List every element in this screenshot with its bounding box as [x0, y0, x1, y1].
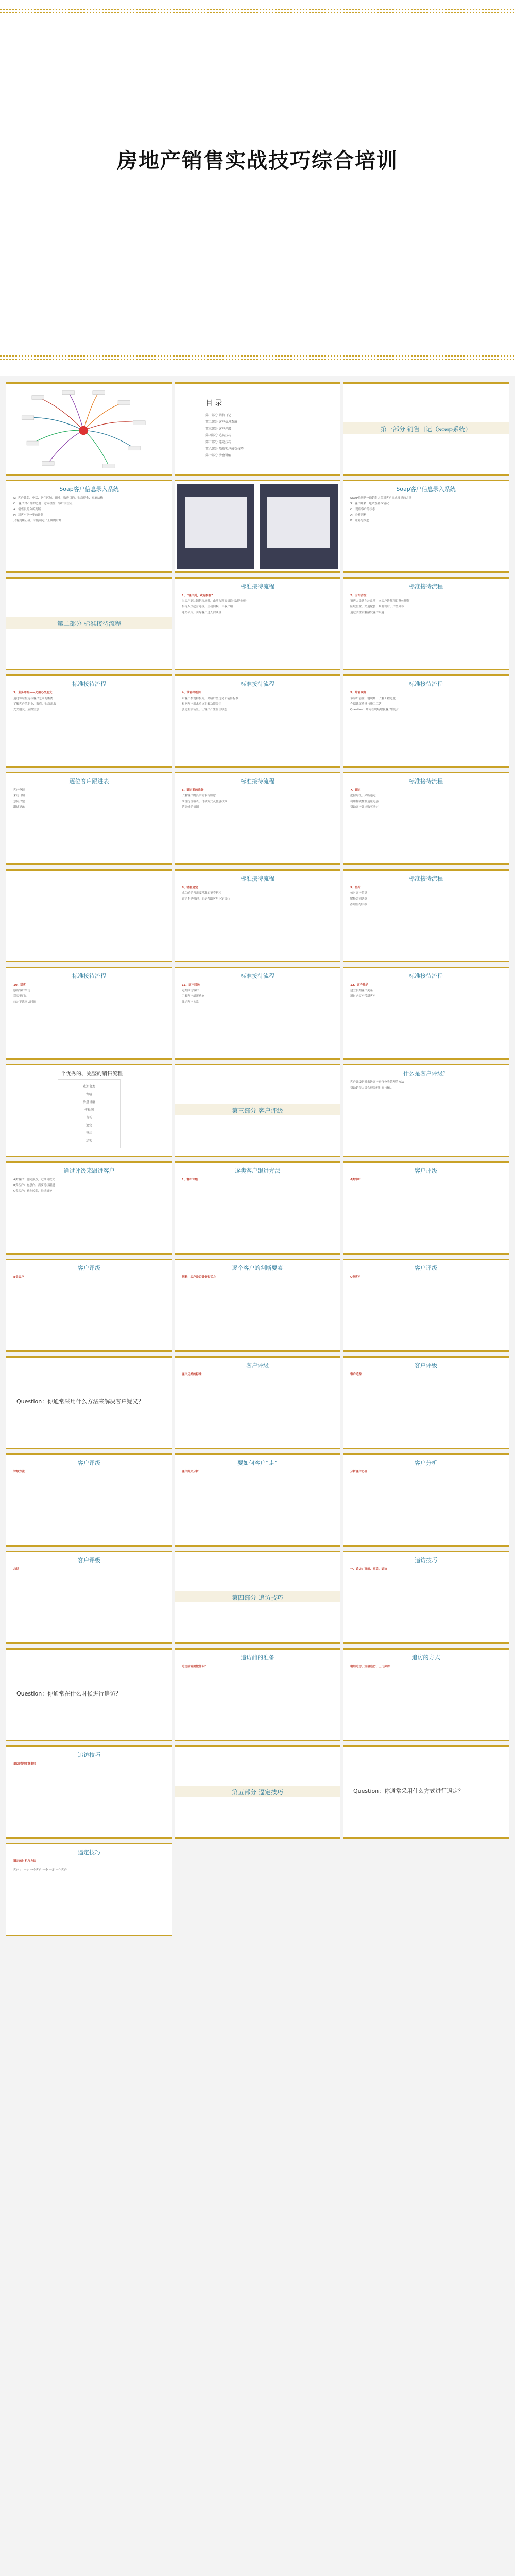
slide-top-rule	[6, 577, 172, 579]
slide-title: 追访技巧	[78, 1752, 100, 1758]
slide-rate10	[6, 1453, 172, 1547]
slide-rate8	[175, 1356, 340, 1449]
flow-step: 寒暄	[85, 1093, 92, 1096]
slide-heading: 1、“客户到，欢迎参观”	[182, 594, 213, 597]
mindmap-node	[32, 396, 44, 400]
slide-rate6	[175, 1259, 340, 1352]
slide-heading: 8、销售逼定	[182, 886, 198, 889]
slide-title: 标准接待流程	[409, 875, 443, 882]
slide-rate3	[175, 1161, 340, 1255]
toc-item: 第六部分 隔断客户成交技巧	[205, 447, 244, 451]
slide-heading: 5、带看现场	[350, 691, 367, 694]
slide-q2	[6, 1648, 172, 1741]
slide-card	[6, 1064, 172, 1157]
slide-line: 通过老客户带新客户	[350, 995, 376, 998]
slide-title: 客户评级	[415, 1362, 437, 1369]
toc-item: 第一部分 销售日记	[205, 414, 231, 417]
slide-heading: B类客户	[13, 1276, 24, 1279]
slide-top-rule	[343, 1551, 509, 1552]
flow-step: 现场	[85, 1116, 92, 1120]
slide-top-rule	[6, 1453, 172, 1455]
slide-rate5	[6, 1259, 172, 1352]
slide-line: S：客户姓名、电话及基本情况	[350, 502, 389, 505]
mindmap-branch	[83, 422, 139, 431]
slide-title: 客户评级	[78, 1460, 100, 1466]
slide-heading: 总结	[13, 1568, 20, 1571]
slide-title: 什么是客户评级？	[403, 1070, 449, 1077]
slide-top-rule	[343, 480, 509, 481]
slide-body	[182, 788, 333, 811]
slide-heading: 一、追访：事前、事后、追访	[350, 1568, 387, 1571]
slide-line: 销售人员站在沙盘前，向客户讲解项目整体规划	[350, 600, 410, 603]
mindmap-branch	[38, 398, 84, 431]
slide-line: O：观察客户的状态	[350, 508, 375, 511]
slide-top-rule	[175, 1551, 340, 1552]
slide-line: 区域位置、交通配套、景观设计、户型分布	[350, 605, 404, 608]
mindmap-node	[103, 464, 115, 468]
slide-heading: 客户流失分析	[182, 1470, 199, 1473]
slide-body	[350, 1665, 502, 1670]
top-border	[0, 9, 515, 10]
slide-top-rule	[343, 869, 509, 871]
slide-heading: 客户分类的标准	[182, 1373, 202, 1376]
slide-heading: 逼定的时机与方法	[13, 1860, 37, 1863]
slide-line: 接待人员起身迎接，主动问候，自我介绍	[182, 605, 233, 608]
toc-item: 第七部分 沙盘讲解	[205, 454, 231, 457]
slide-body	[13, 1567, 165, 1573]
slide-body	[13, 1275, 165, 1281]
slide-photos	[175, 480, 340, 573]
mindmap-node	[42, 461, 55, 465]
mindmap-node	[22, 416, 34, 420]
slide-body	[350, 983, 502, 1000]
slide-heading: 客户追踪	[350, 1373, 362, 1376]
toc-item: 第五部分 逼定技巧	[205, 440, 231, 444]
mindmap-node	[118, 400, 130, 404]
slide-line: 约定下次回访时间	[13, 1001, 37, 1004]
slide-flow3	[6, 674, 172, 768]
slide-body	[13, 496, 165, 524]
slide-top-rule	[175, 1161, 340, 1163]
slide-body	[350, 1567, 502, 1573]
slide-title: 追访的方式	[411, 1654, 440, 1661]
slide-body	[13, 1470, 165, 1476]
slide-body	[350, 886, 502, 908]
slide-top-rule	[6, 1259, 172, 1260]
slide-line: 跟进记录	[13, 806, 25, 809]
section-title: 第一部分 销售日记（soap系统）	[380, 426, 472, 433]
projector-screen	[267, 497, 330, 548]
slide-body	[13, 1762, 165, 1768]
slide-heading: 2、介绍沙盘	[350, 594, 367, 597]
slide-line: 核对客户信息	[350, 892, 368, 895]
slide-line: 建立长期客户关系	[350, 989, 373, 992]
slide-part5	[175, 1745, 340, 1839]
slide-rate9	[343, 1356, 509, 1449]
slide-heading: 1、客户评级	[182, 1178, 198, 1181]
slide-top-rule	[343, 772, 509, 773]
toc-item: 第四部分 追访技巧	[205, 434, 231, 437]
slide-flow5	[343, 674, 509, 768]
slide-top-rule	[175, 869, 340, 871]
mindmap-branch	[83, 430, 134, 448]
slide-q1	[6, 1356, 172, 1449]
section-title: 第五部分 逼定技巧	[232, 1789, 283, 1796]
slide-top-rule	[343, 1259, 509, 1260]
slide-top-rule	[175, 1453, 340, 1455]
slide-rate12	[343, 1453, 509, 1547]
slide-heading: 12、客户维护	[350, 984, 369, 987]
slide-top-rule	[6, 1648, 172, 1650]
slide-body	[350, 1275, 502, 1281]
slide-line: 先交朋友，后做生意	[13, 708, 39, 711]
slide-top-rule	[343, 1356, 509, 1358]
flow-step: 欢迎参观	[82, 1085, 95, 1089]
flow-card	[58, 1079, 121, 1148]
slide-top-rule	[175, 1356, 340, 1358]
slide-flow7	[175, 772, 340, 865]
slide-title: 标准接待流程	[409, 681, 443, 687]
slide-body	[13, 788, 165, 811]
slide-line: 只有判断正确，才能制定出正确的计划	[13, 519, 62, 522]
slide-body	[182, 1470, 333, 1476]
mindmap-node	[128, 446, 141, 450]
slide-top-rule	[6, 1356, 172, 1358]
slide-heading: 7、逼定	[350, 789, 361, 792]
slide-mindmap	[6, 382, 172, 476]
slide-line: 成功的销售需要精准的节奏把控	[182, 892, 222, 895]
slide-top-rule	[175, 382, 340, 384]
slide-line: 客户登记	[13, 789, 25, 792]
slide-top-rule	[6, 772, 172, 773]
slide-heading: 9、签约	[350, 886, 361, 889]
toc-block	[205, 398, 244, 459]
slide-line: 介绍建筑质量与施工工艺	[350, 703, 382, 706]
slide-line: 当客户到达销售现场时，由前台迎宾员说“欢迎参观”	[182, 600, 247, 603]
slide-toc	[175, 382, 340, 476]
slide-line: 了解客户的真实需求与顾虑	[182, 794, 216, 798]
slide-body	[350, 1178, 502, 1183]
slide-title: Soap客户信息录入系统	[59, 486, 119, 493]
toc-item: 第二部分 客户信息系统	[205, 420, 237, 424]
slide-final	[6, 1843, 172, 1936]
slide-rate11	[175, 1453, 340, 1547]
slide-top-rule	[343, 1161, 509, 1163]
slide-track3	[343, 1648, 509, 1741]
section-title: 第三部分 客户评级	[232, 1107, 283, 1114]
slide-line: 根据客户需求重点讲解功能分区	[182, 703, 222, 706]
training-photo	[177, 484, 254, 569]
slide-heading: 10、送客	[13, 984, 26, 987]
mindmap-node	[133, 421, 146, 425]
slide-body	[350, 1080, 502, 1092]
slide-heading: 分析客户心理	[350, 1470, 368, 1473]
slide-top-rule	[175, 1745, 340, 1747]
slide-title: 标准接待流程	[241, 583, 274, 590]
slide-line: Question：如何在现场增强客户信心？	[350, 708, 400, 711]
slide-soap1	[6, 480, 172, 573]
slide-line: 感谢客户来访	[13, 989, 31, 992]
slide-flow1	[175, 577, 340, 670]
slide-part2	[6, 577, 172, 670]
slide-top-rule	[175, 772, 340, 773]
slide-top-rule	[343, 382, 509, 384]
slide-title: 标准接待流程	[72, 973, 106, 979]
slide-top-rule	[6, 1745, 172, 1747]
slide-top-rule	[6, 1064, 172, 1065]
slide-top-rule	[175, 1648, 340, 1650]
slide-heading: 追访时的注意事项	[13, 1762, 37, 1766]
slide-title: 要如何客户“走”	[237, 1460, 278, 1466]
slide-line: 帮助销售人员合理分配时间与精力	[350, 1087, 393, 1090]
slide-title: 逼定技巧	[78, 1849, 100, 1856]
slide-title: 追访技巧	[415, 1557, 437, 1564]
slide-body	[182, 983, 333, 1006]
slide-line: 来访日期	[13, 794, 25, 798]
slide-top-rule	[343, 577, 509, 579]
slide-line: 递交名片，引导客户进入洽谈区	[182, 611, 222, 614]
top-border-2	[0, 12, 515, 13]
slide-top-rule	[6, 869, 172, 871]
slide-line: P：对客户下一步的计划	[13, 514, 44, 517]
slide-soap2	[343, 480, 509, 573]
slide-flow13	[343, 967, 509, 1060]
slide-line: A类客户：意向强烈，近期可成交	[13, 1178, 55, 1181]
projector-screen	[185, 497, 247, 548]
flow-step: 沙盘讲解	[82, 1100, 95, 1104]
slide-line: C类客户：意向较弱，长期维护	[13, 1190, 53, 1193]
slide-flow9	[175, 869, 340, 962]
slide-heading: 电话追访、短信追访、上门拜访	[350, 1665, 390, 1668]
slide-line: 利用稀缺性制造紧迫感	[350, 800, 379, 803]
slide-top-rule	[343, 674, 509, 676]
slide-title: 标准接待流程	[241, 875, 274, 882]
slide-line: 帮助客户做出购买决定	[350, 806, 379, 809]
slide-body	[182, 1372, 333, 1378]
flow-step: 样板间	[84, 1108, 94, 1112]
slide-title: 客户评级	[246, 1362, 269, 1369]
slide-top-rule	[175, 674, 340, 676]
slide-body	[350, 1372, 502, 1378]
question-text: Question：你通常采用什么方式进行逼定？	[353, 1788, 464, 1794]
slide-top-rule	[6, 1551, 172, 1552]
slide-body	[350, 1470, 502, 1476]
slide-body	[350, 691, 502, 714]
slide-line: 通过沙盘讲解激发客户兴趣	[350, 611, 385, 614]
mindmap-branch	[83, 402, 124, 430]
toc-item: 第三部分 客户评级	[205, 427, 231, 431]
slide-line: 维护客户关系	[182, 1001, 199, 1004]
slide-title: 逐个客户的判断要素	[232, 1265, 283, 1272]
slide-body	[13, 1178, 165, 1195]
slide-body	[13, 983, 165, 1006]
slide-part4	[175, 1551, 340, 1644]
mindmap-branch	[83, 430, 109, 466]
mindmap-center	[79, 426, 88, 435]
flow-step: 逼定	[85, 1124, 92, 1127]
slide-top-rule	[343, 967, 509, 968]
slide-title: 标准接待流程	[72, 681, 106, 687]
slide-heading: 追访前需要做什么？	[182, 1665, 208, 1668]
slide-heading: 6、逼定前的准备	[182, 789, 204, 792]
slide-line: 准备好价格表、付款方式及优惠政策	[182, 800, 228, 803]
slide-rate13	[6, 1551, 172, 1644]
slide-body	[13, 1859, 165, 1874]
slide-top-rule	[343, 1745, 509, 1747]
slide-track1	[343, 1551, 509, 1644]
mindmap-branch	[28, 418, 83, 431]
slide-top-rule	[6, 1161, 172, 1163]
cover-title: 房地产销售实战技巧综合培训	[117, 149, 398, 173]
slide-top-rule	[6, 480, 172, 481]
slide-title: 客户评级	[78, 1265, 100, 1272]
slide-flow8	[343, 772, 509, 865]
slide-line: A：分析判断	[350, 514, 367, 517]
slide-line: 把握时机，果断逼定	[350, 794, 376, 798]
slide-title: 逐位客户跟进表	[69, 778, 109, 785]
cover-page	[0, 0, 515, 376]
slide-title: 逐类客户跟进方法	[235, 1167, 280, 1174]
toc-title: 目 录	[205, 399, 222, 408]
slide-line: B类客户：有意向，需要持续跟进	[13, 1184, 55, 1187]
slide-top-rule	[343, 1648, 509, 1650]
slide-line: SOAP系统是一线销售人员对客户需求推导的方法	[350, 497, 412, 500]
slide-body	[182, 1275, 333, 1281]
slide-heading: 11、客户回访	[182, 984, 200, 987]
slide-track4	[6, 1745, 172, 1839]
section-title: 第四部分 追访技巧	[232, 1594, 283, 1601]
slide-top-rule	[343, 1453, 509, 1455]
slide-flow6	[6, 772, 172, 865]
slide-title: 标准接待流程	[409, 973, 443, 979]
slide-body	[350, 788, 502, 811]
slide-line: O：客户对产品的态度、意向楼盘、客户关注点	[13, 502, 73, 505]
slide-line: 客户评级是对来访客户进行分类管理的方法	[350, 1081, 404, 1084]
slide-title: 追访前的准备	[241, 1654, 274, 1661]
slide-line: 送客至门口	[13, 995, 28, 998]
slide-flow4	[175, 674, 340, 768]
slide-line: 带客户参观样板间，介绍户型优势和装修标准	[182, 697, 239, 700]
slide-line: 通过寒暄拉近与客户之间的距离	[13, 697, 54, 700]
slide-rate1	[343, 1064, 509, 1157]
slide-top-rule	[343, 1064, 509, 1065]
slide-title: Soap客户信息录入系统	[396, 486, 456, 493]
slide-title: 标准接待流程	[241, 778, 274, 785]
mindmap-diagram	[6, 382, 172, 474]
slide-title: 客户评级	[78, 1557, 100, 1564]
slide-line: 办理签约手续	[350, 903, 368, 906]
slide-body	[350, 594, 502, 616]
slide-top-rule	[6, 1843, 172, 1844]
slide-heading: 评级方法	[13, 1470, 25, 1473]
question-text: Question：你通常采用什么方法来解决客户疑义？	[16, 1398, 144, 1405]
slide-line: 定期回访客户	[182, 989, 199, 992]
slide-title: 通过评级来跟进客户	[63, 1167, 115, 1174]
slide-flow12	[175, 967, 340, 1060]
mindmap-node	[93, 391, 105, 395]
slide-line: 营造热销氛围	[182, 806, 199, 809]
mindmap-node	[62, 391, 75, 395]
slide-body	[182, 886, 333, 903]
slide-heading: C类客户	[350, 1276, 361, 1279]
slide-body	[182, 1665, 333, 1670]
slide-title: 标准接待流程	[241, 681, 274, 687]
mindmap-branch	[83, 393, 99, 431]
slide-part3	[175, 1064, 340, 1157]
slide-body	[182, 1178, 333, 1183]
slide-flow10	[343, 869, 509, 962]
slide-track2	[175, 1648, 340, 1741]
slide-top-rule	[6, 674, 172, 676]
bottom-border	[0, 355, 515, 357]
slide-body	[13, 691, 165, 714]
slide-title: 标准接待流程	[409, 778, 443, 785]
question-text: Question：你通常在什么时候进行追访？	[16, 1690, 122, 1697]
slide-heading: A类客户	[350, 1178, 361, 1181]
mindmap-branch	[33, 430, 83, 443]
slide-title: 客户评级	[415, 1265, 437, 1272]
mindmap-node	[27, 441, 39, 445]
slide-body	[182, 691, 333, 714]
slide-top-rule	[175, 577, 340, 579]
slide-line: 意向户型	[13, 800, 25, 803]
slide-heading: 判断：客户是否具备购买力	[182, 1276, 216, 1279]
slide-body	[350, 496, 502, 524]
slide-rate7	[343, 1259, 509, 1352]
slide-top-rule	[175, 480, 340, 481]
slide-title: 标准接待流程	[409, 583, 443, 590]
slide-line: 带客户前往工地现场，了解工程进度	[350, 697, 396, 700]
slide-footer: 客户 ： 一定 一个客户 一个 一定 一个客户	[13, 1869, 67, 1872]
slide-top-rule	[175, 1259, 340, 1260]
slide-flow2	[343, 577, 509, 670]
training-photo	[260, 484, 338, 569]
slide-line: 逼定不是强迫，而是帮助客户下定决心	[182, 897, 230, 901]
bottom-border-2	[0, 359, 515, 360]
slide-flow11	[6, 967, 172, 1060]
slide-title: 一个优秀的、完整的销售流程	[56, 1071, 123, 1077]
slide-heading: 3、业务寒暄——先用心交朋友	[13, 691, 53, 694]
slide-q3	[343, 1745, 509, 1839]
slide-top-rule	[175, 967, 340, 968]
slide-top-rule	[175, 1064, 340, 1065]
slide-line: 创造生活场景，让客户产生居住联想	[182, 708, 228, 711]
flow-step: 签约	[85, 1131, 92, 1135]
slide-line: S：客户姓名、电话、居住区域、职业、购房目的、购房资金、家庭结构	[13, 497, 103, 500]
slide-body	[182, 594, 333, 616]
slide-rate2	[6, 1161, 172, 1255]
slide-qa1	[6, 869, 172, 962]
flow-step: 送客	[85, 1139, 92, 1143]
slide-top-rule	[6, 967, 172, 968]
slide-line: 了解客户的职业、家庭、购房需求	[13, 703, 56, 706]
slide-heading: 4、带看样板间	[182, 691, 201, 694]
slide-line: P：计划与跟进	[350, 519, 369, 522]
slide-line: 解释合同条款	[350, 897, 368, 901]
slide-title: 标准接待流程	[241, 973, 274, 979]
slide-line: 了解客户最新动态	[182, 995, 205, 998]
mindmap-branch	[48, 430, 83, 463]
slide-title: 客户分析	[415, 1460, 437, 1466]
slide-line: A：销售员的分析判断	[13, 508, 41, 511]
section-title: 第二部分 标准接待流程	[57, 620, 121, 628]
slide-title: 客户评级	[415, 1167, 437, 1174]
slide-part1	[343, 382, 509, 476]
slide-rate4	[343, 1161, 509, 1255]
